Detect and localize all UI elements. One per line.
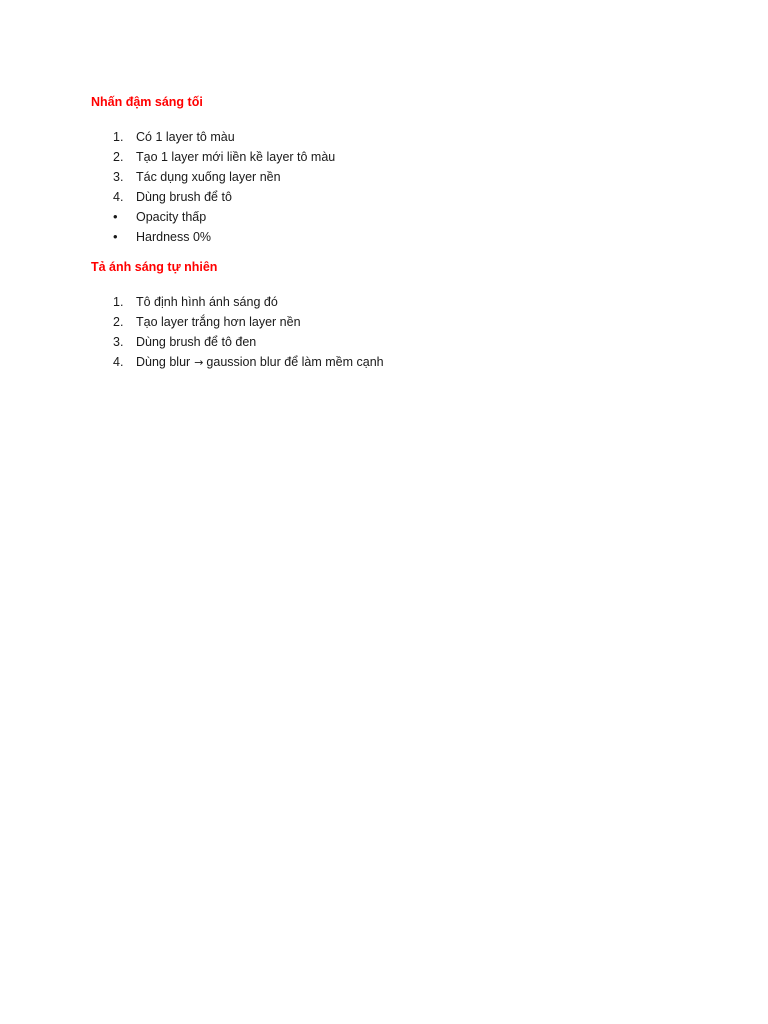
list-item [91,147,711,167]
list-item-text: Dùng brush để tô [136,190,232,204]
list-item [91,187,711,207]
list-item-text-before: Dùng blur [136,355,191,369]
list-item-text: Dùng brush để tô đen [136,335,257,349]
list-item [91,167,711,187]
bullet-icon: • [113,229,118,244]
list-item-text: Tô định hình ánh sáng đó [136,295,278,309]
step-list [91,292,711,372]
list-item [91,127,711,147]
list-number: 2. [113,150,124,164]
list-item [91,292,711,312]
list-item-text [136,352,384,373]
arrow-right-icon: → [194,356,204,369]
step-list [91,127,711,247]
list-item-text: Tạo layer trắng hơn layer nền [136,315,301,329]
list-number: 3. [113,170,124,184]
list-item [91,332,711,352]
section-heading: Tả ánh sáng tự nhiên [91,260,218,274]
list-number: 1. [113,295,124,309]
list-number: 1. [113,130,124,144]
list-item [91,352,711,372]
list-number: 2. [113,315,124,329]
list-item-text: Hardness 0% [136,230,212,244]
list-item-text: Có 1 layer tô màu [136,130,235,144]
list-item-text: Tác dụng xuống layer nền [136,170,281,184]
list-number: 3. [113,335,124,349]
list-item-text: Tạo 1 layer mới liền kề layer tô màu [136,150,336,164]
bullet-icon: • [113,209,118,224]
list-item-text: Opacity thấp [136,210,207,224]
section-highlight-light-dark [91,94,711,247]
list-number: 4. [113,190,124,204]
list-number: 4. [113,355,124,369]
list-item [91,207,711,227]
list-item [91,227,711,247]
list-item [91,312,711,332]
section-natural-light [91,259,711,372]
section-heading: Nhấn đậm sáng tối [91,95,203,109]
list-item-text-after: gaussion blur để làm mềm cạnh [206,355,384,369]
